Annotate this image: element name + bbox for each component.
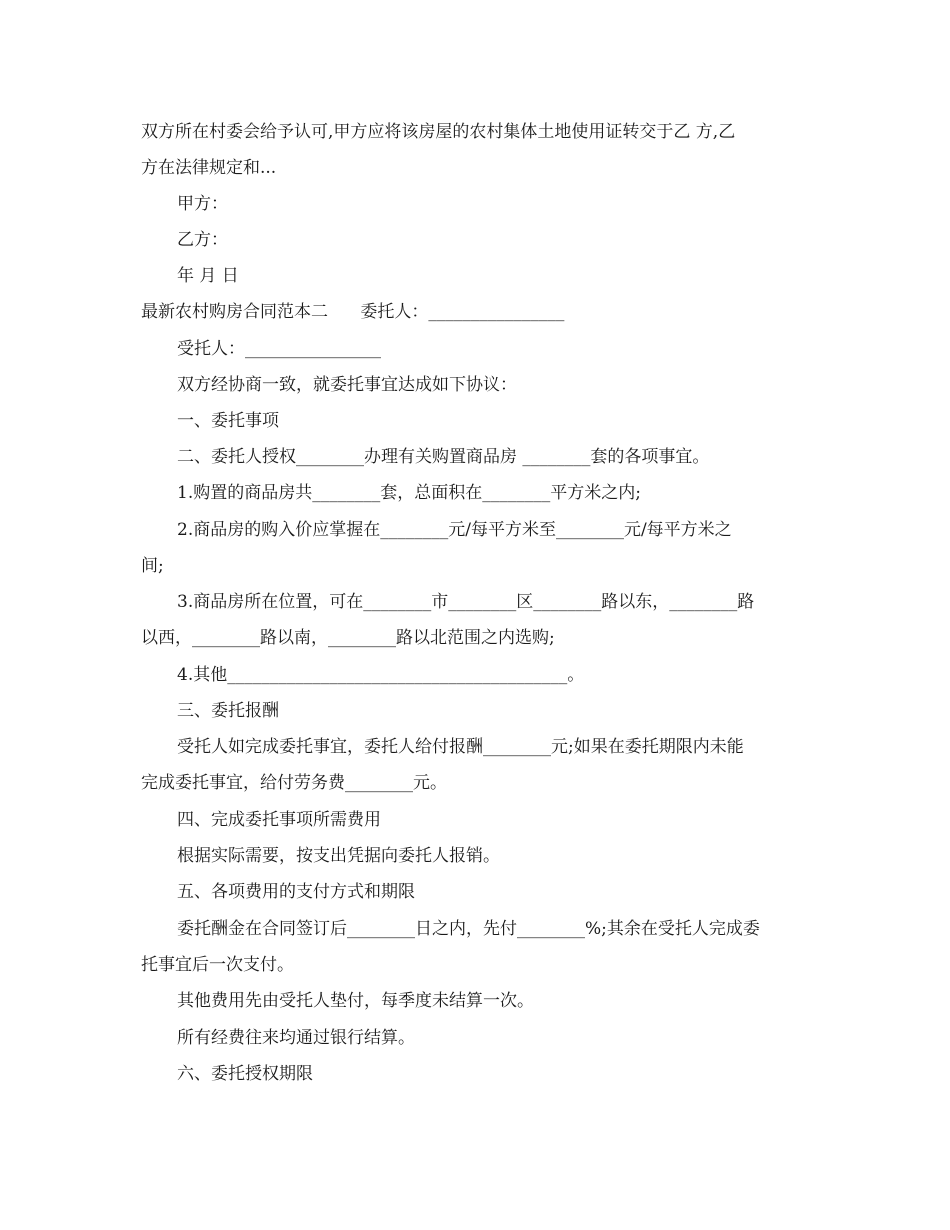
text-line: 乙方： [177, 230, 228, 250]
text-line: 其他费用先由受托人垫付，每季度未结算一次。 [177, 991, 534, 1011]
text-line: 甲方： [177, 194, 228, 214]
text-line: 双方所在村委会给予认可,甲方应将该房屋的农村集体土地使用证转交于乙 方,乙 [141, 122, 736, 142]
text-line: 三、委托报酬 [177, 701, 279, 721]
text-line: 所有经费往来均通过银行结算。 [177, 1028, 415, 1048]
text-line: 根据实际需要，按支出凭据向委托人报销。 [177, 846, 500, 866]
text-line: 年 月 日 [177, 266, 239, 286]
text-line: 完成委托事宜，给付劳务费________元。 [141, 773, 447, 793]
section-heading-line: 最新农村购房合同范本二 委托人：________________ [141, 302, 565, 322]
text-line: 以西，________路以南，________路以北范围之内选购; [141, 628, 555, 648]
text-line: 4.其他________________________________________。 [177, 665, 585, 685]
text-line: 六、委托授权期限 [177, 1064, 313, 1084]
text-line: 双方经协商一致，就委托事宜达成如下协议： [177, 375, 517, 395]
text-line: 一、委托事项 [177, 411, 279, 431]
text-line: 四、完成委托事项所需费用 [177, 810, 381, 830]
text-line: 2.商品房的购入价应掌握在________元/每平方米至________元/每平方米之 [177, 520, 732, 540]
text-line: 受托人如完成委托事宜，委托人给付报酬________元;如果在委托期限内未能 [177, 737, 744, 757]
text-line: 方在法律规定和... [141, 158, 277, 178]
text-line: 托事宜后一次支付。 [141, 955, 294, 975]
text-line: 3.商品房所在位置，可在________市________区________路以东，________路 [177, 592, 755, 612]
text-line: 受托人：________________ [177, 339, 381, 359]
text-line: 1.购置的商品房共________套，总面积在________平方米之内; [177, 483, 641, 503]
text-line: 二、委托人授权________办理有关购置商品房 ________套的各项事宜。 [177, 447, 710, 467]
text-line: 间; [141, 556, 164, 576]
text-line: 五、各项费用的支付方式和期限 [177, 882, 415, 902]
text-line: 委托酬金在合同签订后________日之内，先付________%;其余在受托人完成委 [177, 919, 760, 939]
